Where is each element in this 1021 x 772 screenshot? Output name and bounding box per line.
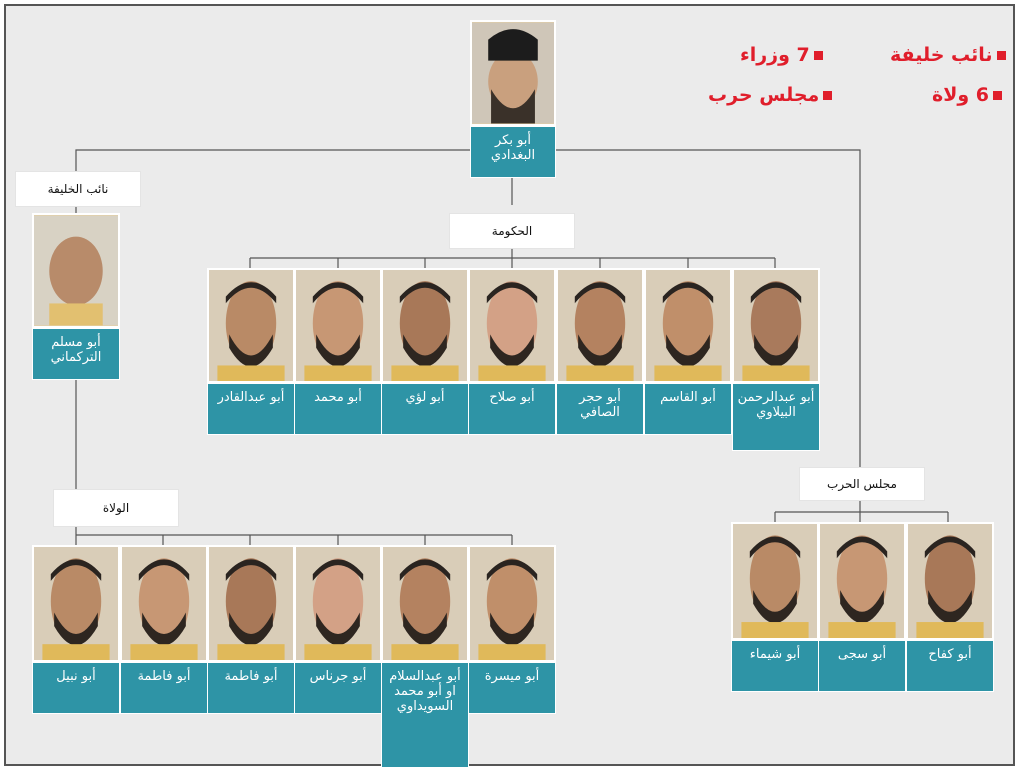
legend-bullet-icon xyxy=(814,51,823,60)
governor-photo xyxy=(120,545,208,662)
government-member-caption: أبو صلاح xyxy=(468,383,556,435)
legend-war-council xyxy=(708,84,832,106)
deputy-caption: أبو مسلم التركماني xyxy=(32,328,120,380)
deputy-section-label: نائب الخليفة xyxy=(16,172,140,206)
war-council-section-label: مجلس الحرب xyxy=(800,468,924,500)
government-section-label: الحكومة xyxy=(450,214,574,248)
legend-governors xyxy=(932,84,1002,106)
government-member-caption: أبو لؤي xyxy=(381,383,469,435)
legend-bullet-icon xyxy=(993,91,1002,100)
government-member-photo xyxy=(294,268,382,383)
war-council-member-caption: أبو كفاح xyxy=(906,640,994,692)
government-member-photo xyxy=(468,268,556,383)
war-council-member-photo xyxy=(906,522,994,640)
governor-photo xyxy=(32,545,120,662)
government-member-caption: أبو حجر الصافي xyxy=(556,383,644,435)
legend-ministers xyxy=(740,44,823,66)
government-member-photo xyxy=(732,268,820,383)
governor-caption: أبو ميسرة xyxy=(468,662,556,714)
governor-caption: أبو جرناس xyxy=(294,662,382,714)
government-member-caption: أبو عبدالقادر xyxy=(207,383,295,435)
legend-bullet-icon xyxy=(823,91,832,100)
war-council-member-caption: أبو شيماء xyxy=(731,640,819,692)
war-council-member-photo xyxy=(731,522,819,640)
governor-photo xyxy=(468,545,556,662)
governor-caption: أبو نبيل xyxy=(32,662,120,714)
deputy-photo xyxy=(32,213,120,328)
government-member-photo xyxy=(207,268,295,383)
legend-text: 7 وزراء xyxy=(740,44,810,66)
government-member-caption: أبو محمد xyxy=(294,383,382,435)
legend-deputy xyxy=(890,44,1006,66)
government-member-caption: أبو القاسم xyxy=(644,383,732,435)
government-member-photo xyxy=(644,268,732,383)
government-member-photo xyxy=(556,268,644,383)
legend-text: 6 ولاة xyxy=(932,84,990,106)
governor-caption: أبو عبدالسلام او أبو محمد السويداوي xyxy=(381,662,469,768)
governor-photo xyxy=(381,545,469,662)
leader-caption: أبو بكر البغدادي xyxy=(470,126,556,178)
governor-photo xyxy=(207,545,295,662)
war-council-member-photo xyxy=(818,522,906,640)
governor-caption: أبو فاطمة xyxy=(207,662,295,714)
legend-text: نائب خليفة xyxy=(890,44,993,66)
government-member-caption: أبو عبدالرحمن البيلاوي xyxy=(732,383,820,451)
leader-photo xyxy=(470,20,556,126)
governor-photo xyxy=(294,545,382,662)
legend-text: مجلس حرب xyxy=(708,84,820,106)
governor-caption: أبو فاطمة xyxy=(120,662,208,714)
government-member-photo xyxy=(381,268,469,383)
governors-section-label: الولاة xyxy=(54,490,178,526)
war-council-member-caption: أبو سجى xyxy=(818,640,906,692)
legend-bullet-icon xyxy=(997,51,1006,60)
